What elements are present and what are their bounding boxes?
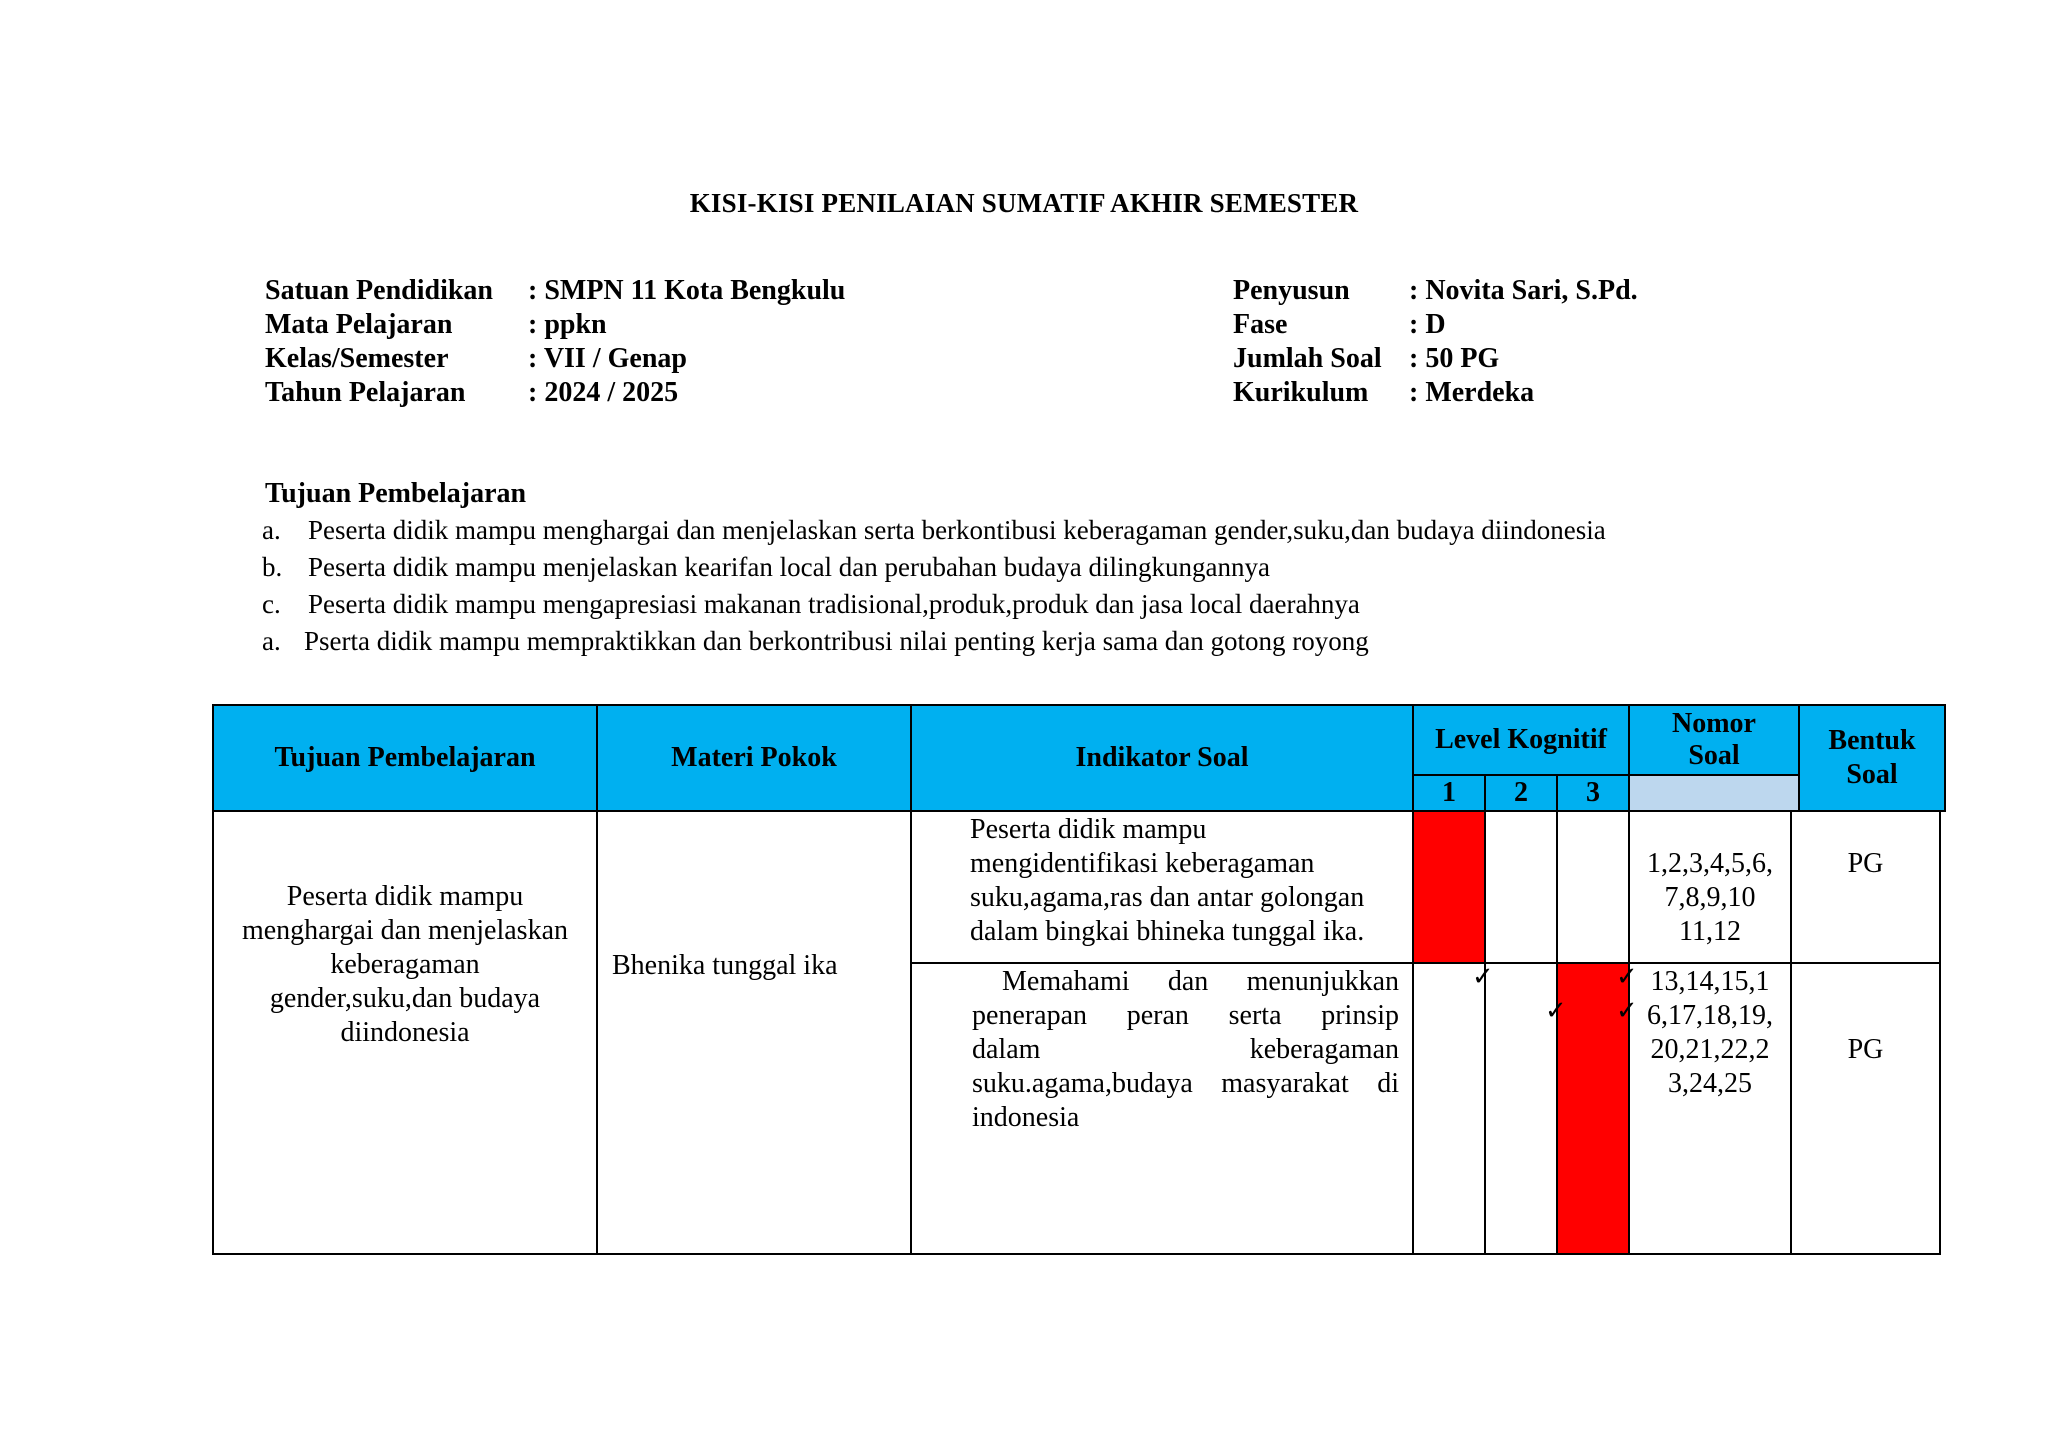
meta-value: : D — [1409, 309, 1446, 340]
cell-materi: Bhenika tunggal ika — [612, 950, 838, 981]
objective-marker: c. — [262, 589, 281, 619]
check-mark-icon: ✓ — [1616, 996, 1638, 1026]
meta-row — [1233, 274, 1638, 308]
document-title: KISI-KISI PENILAIAN SUMATIF AKHIR SEMESTER — [689, 188, 1359, 218]
table-border-right — [1939, 811, 1941, 1255]
header-nomor-sub — [1629, 775, 1799, 811]
indikator-line: mengidentifikasi keberagaman — [970, 848, 1315, 879]
table-line-row-divider — [911, 962, 1941, 964]
header-level-1: 1 — [1413, 775, 1485, 811]
header-materi: Materi Pokok — [597, 705, 911, 811]
meta-value: : 2024 / 2025 — [528, 377, 679, 408]
table-border-top — [212, 704, 1946, 706]
header-level-kognitif: Level Kognitif — [1413, 705, 1629, 775]
table-border-bottom — [212, 1253, 1941, 1255]
objective-text: Peserta didik mampu menjelaskan kearifan local dan perubahan budaya dilingkungannya — [308, 552, 1270, 582]
table-col-line — [596, 704, 598, 1255]
meta-label: Kurikulum — [1233, 377, 1369, 408]
meta-value: : VII / Genap — [528, 343, 687, 374]
meta-row — [1233, 308, 1638, 342]
header-bentuk-line: Soal — [1846, 759, 1898, 790]
indikator-line: suku.agama,budaya masyarakat di — [972, 1068, 1399, 1099]
identity-left — [265, 274, 845, 410]
check-mark-icon: ✓ — [1472, 962, 1494, 992]
meta-label: Penyusun — [1233, 275, 1350, 306]
meta-row — [1233, 376, 1638, 410]
objective-text: Peserta didik mampu menghargai dan menjelaskan serta berkontibusi keberagaman gender,suku,dan budaya diindonesia — [308, 515, 1606, 545]
objective-item — [262, 512, 1606, 549]
nomor-line: 3,24,25 — [1668, 1068, 1752, 1099]
meta-row — [265, 342, 845, 376]
cell-tujuan-line: Peserta didik mampu — [286, 881, 524, 912]
table-line-subheader — [1413, 774, 1799, 776]
objectives-heading: Tujuan Pembelajaran — [265, 478, 527, 509]
meta-label: Satuan Pendidikan — [265, 275, 493, 306]
header-level-3: 3 — [1557, 775, 1629, 811]
objective-text: Pserta didik mampu mempraktikkan dan berkontribusi nilai penting kerja sama dan gotong royong — [304, 626, 1369, 656]
indikator-line: indonesia — [972, 1102, 1080, 1133]
meta-label: Mata Pelajaran — [265, 309, 453, 340]
nomor-line: 20,21,22,2 — [1650, 1034, 1770, 1065]
cell-tujuan-line: menghargai dan menjelaskan — [241, 915, 569, 946]
table-col-line — [910, 704, 912, 1255]
header-bentuk-line: Bentuk — [1828, 725, 1916, 756]
objective-marker: b. — [262, 552, 283, 582]
cell-nomor-row1 — [1630, 847, 1790, 949]
nomor-line: 6,17,18,19, — [1647, 1000, 1773, 1031]
table-line-header-bottom — [212, 810, 1946, 812]
meta-value: : SMPN 11 Kota Bengkulu — [528, 275, 846, 306]
objective-text: Peserta didik mampu mengapresiasi makanan tradisional,produk,produk dan jasa local daerahnya — [308, 589, 1360, 619]
nomor-line: 7,8,9,10 — [1664, 882, 1756, 913]
meta-row — [1233, 342, 1638, 376]
indikator-line: penerapan peran serta prinsip — [972, 1000, 1399, 1031]
cell-tujuan-line: keberagaman — [330, 949, 480, 980]
table-col-line — [1412, 704, 1414, 1255]
header-nomor-line: Soal — [1688, 740, 1740, 771]
indikator-line: dalam keberagaman — [972, 1034, 1399, 1065]
header-bentuk-soal — [1799, 705, 1945, 811]
nomor-line: 11,12 — [1679, 916, 1741, 947]
cell-tujuan-line: diindonesia — [340, 1017, 470, 1048]
check-mark-icon: ✓ — [1616, 962, 1638, 992]
indikator-line: suku,agama,ras dan antar golongan — [970, 882, 1365, 913]
meta-row — [265, 376, 845, 410]
meta-value: : Merdeka — [1409, 377, 1535, 408]
objective-item — [262, 586, 1606, 623]
cell-indikator-row1 — [970, 813, 1364, 949]
cell-indikator-row2 — [972, 965, 1399, 1135]
meta-value: : ppkn — [528, 309, 607, 340]
cell-tujuan — [214, 880, 596, 1050]
meta-label: Tahun Pelajaran — [265, 377, 466, 408]
header-level-2: 2 — [1485, 775, 1557, 811]
objectives-list — [262, 512, 1606, 660]
objective-marker: a. — [262, 515, 281, 545]
meta-row — [265, 308, 845, 342]
indikator-line: Memahami dan menunjukkan — [1002, 966, 1399, 997]
header-nomor-line: Nomor — [1672, 708, 1756, 739]
identity-right — [1233, 274, 1638, 410]
meta-label: Kelas/Semester — [265, 343, 449, 374]
table-col-line-header — [1798, 704, 1800, 811]
cell-bentuk-row2: PG — [1847, 1034, 1884, 1065]
cell-tujuan-line: gender,suku,dan budaya — [269, 983, 541, 1014]
header-tujuan: Tujuan Pembelajaran — [213, 705, 597, 811]
meta-label: Jumlah Soal — [1233, 343, 1382, 374]
indikator-line: Peserta didik mampu — [970, 814, 1207, 845]
meta-value: : 50 PG — [1409, 343, 1500, 374]
indikator-line: dalam bingkai bhineka tunggal ika. — [970, 916, 1365, 947]
cell-bentuk-row1: PG — [1847, 848, 1884, 879]
objective-item — [262, 623, 1606, 660]
meta-row — [265, 274, 845, 308]
meta-value: : Novita Sari, S.Pd. — [1409, 275, 1638, 306]
cell-nomor-row2 — [1630, 965, 1790, 1101]
header-nomor-soal — [1629, 705, 1799, 775]
objective-marker: a. — [262, 626, 281, 656]
nomor-line: 13,14,15,1 — [1650, 966, 1770, 997]
table-border-right-header — [1944, 704, 1946, 811]
level-1-highlight — [1413, 811, 1485, 963]
table-col-line — [1484, 774, 1486, 1255]
objective-item — [262, 549, 1606, 586]
nomor-line: 1,2,3,4,5,6, — [1647, 848, 1773, 879]
check-mark-icon: ✓ — [1545, 996, 1567, 1026]
header-indikator: Indikator Soal — [911, 705, 1413, 811]
meta-label: Fase — [1233, 309, 1288, 340]
